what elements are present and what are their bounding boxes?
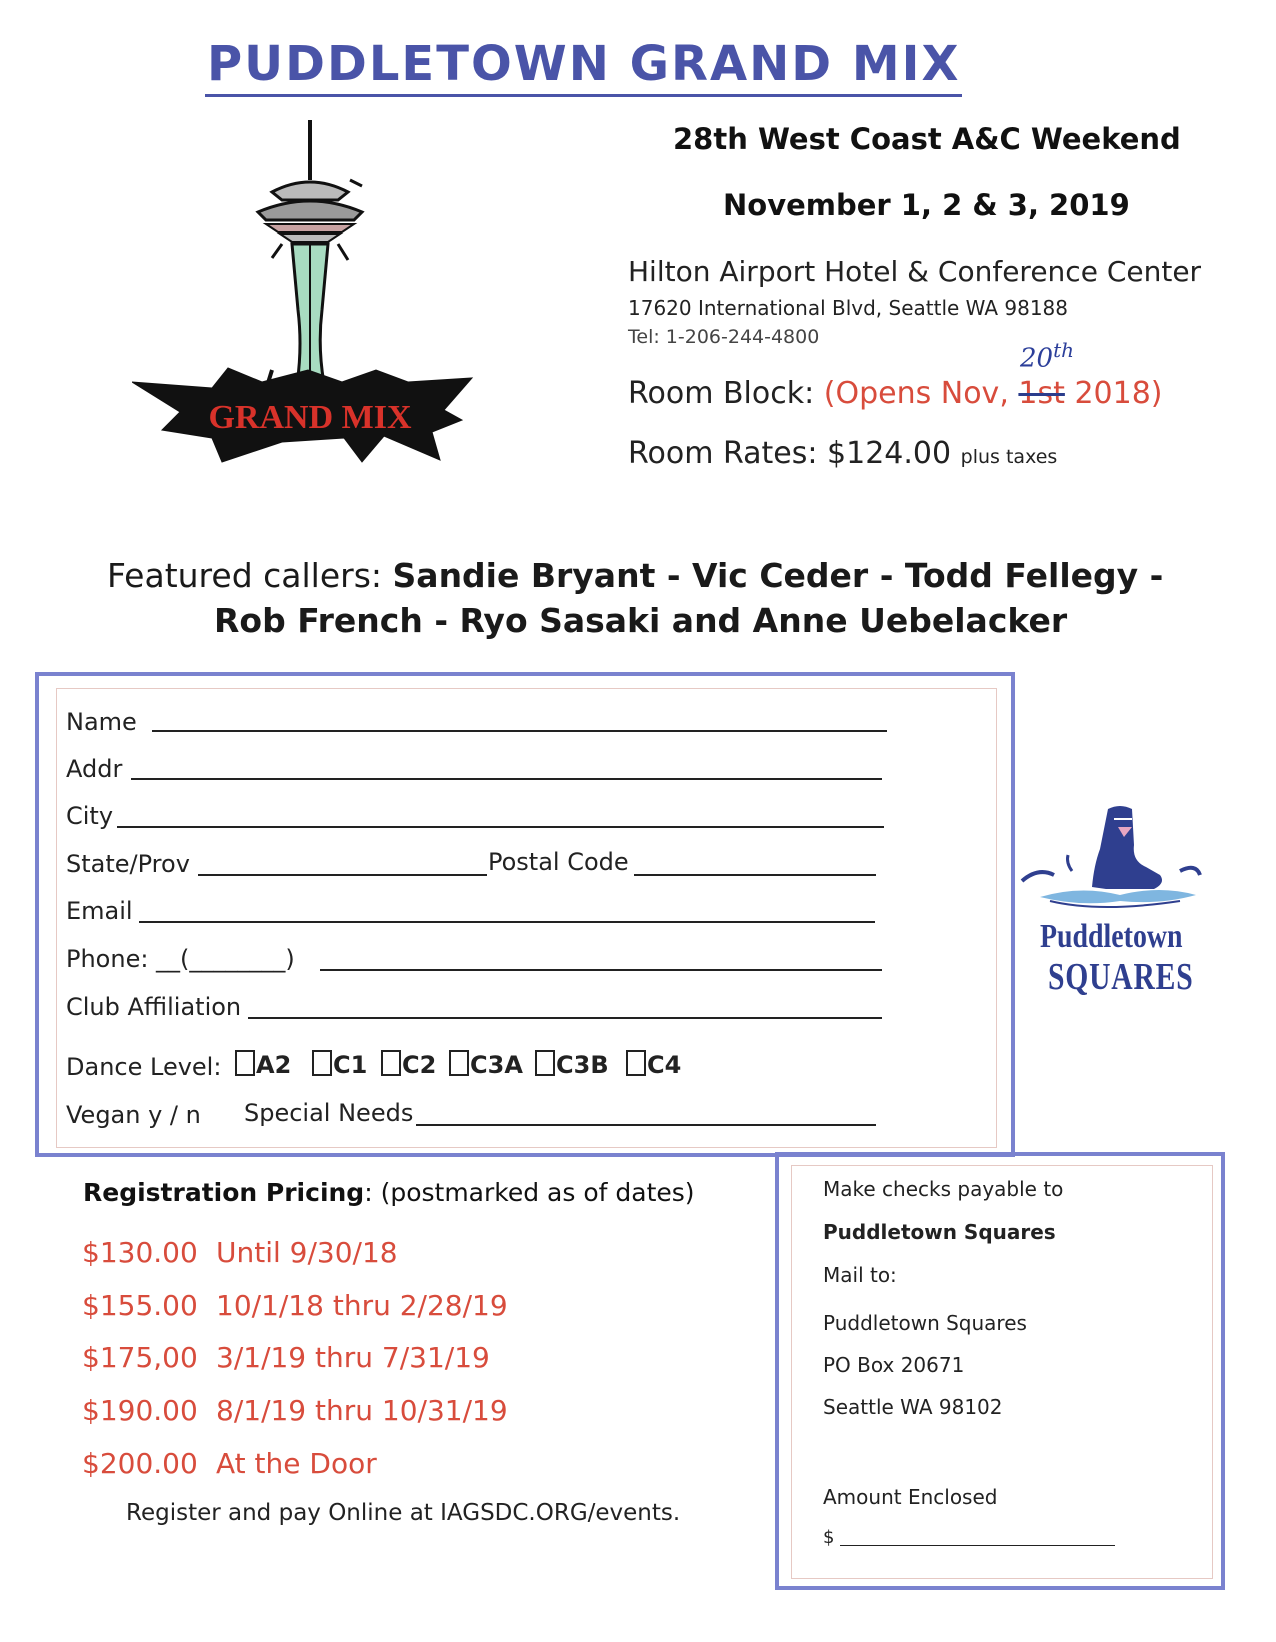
email-label: Email [66,897,133,925]
level-c3b-checkbox[interactable] [535,1050,609,1079]
level-a2-checkbox[interactable] [235,1050,291,1079]
squares-logo-subname: SQUARES [1048,956,1194,998]
special-needs-label: Special Needs [244,1099,414,1127]
price-row [82,1341,490,1374]
pricing-heading-note: : (postmarked as of dates) [364,1178,695,1207]
level-c3a-checkbox[interactable] [449,1050,523,1079]
hotel-address: 17620 International Blvd, Seattle WA 98188 [628,296,1069,320]
phone-field[interactable] [320,969,882,971]
dance-level-label: Dance Level: [66,1053,222,1081]
pricing-heading [83,1178,695,1207]
featured-callers-label: Featured callers: [107,556,383,595]
price-amount: $200.00 [82,1447,198,1480]
room-block-year: 2018) [1074,376,1163,411]
room-block-label: Room Block: [628,376,815,411]
state-field[interactable] [198,874,487,876]
payee-name: Puddletown Squares [823,1220,1056,1244]
club-affiliation-label: Club Affiliation [66,993,242,1021]
room-rates [628,436,1057,471]
postal-code-label: Postal Code [488,848,629,876]
phone-label: Phone: __(________) [66,945,295,973]
price-period: Until 9/30/18 [216,1236,398,1269]
handwritten-correction-date: 20 [1020,343,1054,374]
amount-enclosed-label: Amount Enclosed [823,1485,998,1509]
room-block-struck-date: 1st [1018,376,1065,411]
event-dates: November 1, 2 & 3, 2019 [723,188,1130,222]
price-amount: $175,00 [82,1341,198,1374]
room-rates-label: Room Rates: [628,436,818,471]
price-period: 3/1/19 thru 7/31/19 [216,1341,490,1374]
address-field[interactable] [131,778,882,780]
hotel-name: Hilton Airport Hotel & Conference Center [628,255,1202,288]
checkbox-icon [626,1050,646,1076]
checkbox-icon [312,1050,332,1076]
level-c1-checkbox[interactable] [312,1050,367,1079]
price-row [82,1289,508,1322]
grand-mix-logo [132,120,492,492]
grand-mix-logo-text: GRAND MIX [208,399,412,436]
price-period: 10/1/18 thru 2/28/19 [216,1289,508,1322]
checkbox-icon [235,1050,255,1076]
level-c3b-label: C3B [556,1051,609,1079]
level-a2-label: A2 [256,1051,292,1079]
handwritten-correction [1020,338,1074,374]
handwritten-correction-suffix: th [1053,338,1075,362]
dollar-sign: $ [823,1527,835,1548]
mail-address-line-2: PO Box 20671 [823,1353,965,1377]
pricing-heading-title: Registration Pricing [83,1178,365,1207]
checkbox-icon [535,1050,555,1076]
level-c3a-label: C3A [470,1051,523,1079]
room-block-open: (Opens Nov, [823,376,1009,411]
level-c1-label: C1 [333,1051,368,1079]
room-rates-price: $124.00 [827,436,952,471]
city-label: City [66,802,114,830]
price-amount: $155.00 [82,1289,198,1322]
price-period: At the Door [216,1447,377,1480]
name-label: Name [66,708,137,736]
mail-to-label: Mail to: [823,1263,897,1287]
name-field[interactable] [152,730,887,732]
mail-address-line-1: Puddletown Squares [823,1311,1027,1335]
hotel-phone: Tel: 1-206-244-4800 [628,326,820,348]
room-rates-note: plus taxes [960,446,1058,468]
event-subtitle: 28th West Coast A&C Weekend [673,122,1181,156]
checkbox-icon [381,1050,401,1076]
price-row [82,1394,508,1427]
level-c2-label: C2 [402,1051,437,1079]
addr-label: Addr [66,755,123,783]
price-amount: $130.00 [82,1236,198,1269]
room-block [628,376,1163,411]
special-needs-field[interactable] [416,1124,876,1126]
squares-logo-name: Puddletown [1040,918,1183,955]
level-c4-checkbox[interactable] [626,1050,681,1079]
price-row [82,1447,377,1480]
amount-enclosed-field[interactable] [840,1545,1115,1546]
featured-callers-line-2: Rob French - Ryo Sasaki and Anne Uebelacker [214,601,1068,640]
online-registration-note: Register and pay Online at IAGSDC.ORG/events. [126,1500,681,1526]
price-amount: $190.00 [82,1394,198,1427]
vegan-label: Vegan y / n [66,1101,201,1129]
postal-code-field[interactable] [634,874,876,876]
club-affiliation-field[interactable] [248,1017,882,1019]
city-field[interactable] [117,826,884,828]
featured-callers-names-1: Sandie Bryant - Vic Ceder - Todd Fellegy - [392,556,1164,595]
payable-label: Make checks payable to [823,1177,1064,1201]
mail-address-line-3: Seattle WA 98102 [823,1395,1003,1419]
email-field[interactable] [139,921,875,923]
state-label: State/Prov [66,850,190,878]
level-c4-label: C4 [647,1051,682,1079]
featured-callers-line-1 [107,556,1163,595]
level-c2-checkbox[interactable] [381,1050,436,1079]
checkbox-icon [449,1050,469,1076]
page-title: PUDDLETOWN GRAND MIX [205,36,962,97]
price-period: 8/1/19 thru 10/31/19 [216,1394,508,1427]
price-row [82,1236,398,1269]
